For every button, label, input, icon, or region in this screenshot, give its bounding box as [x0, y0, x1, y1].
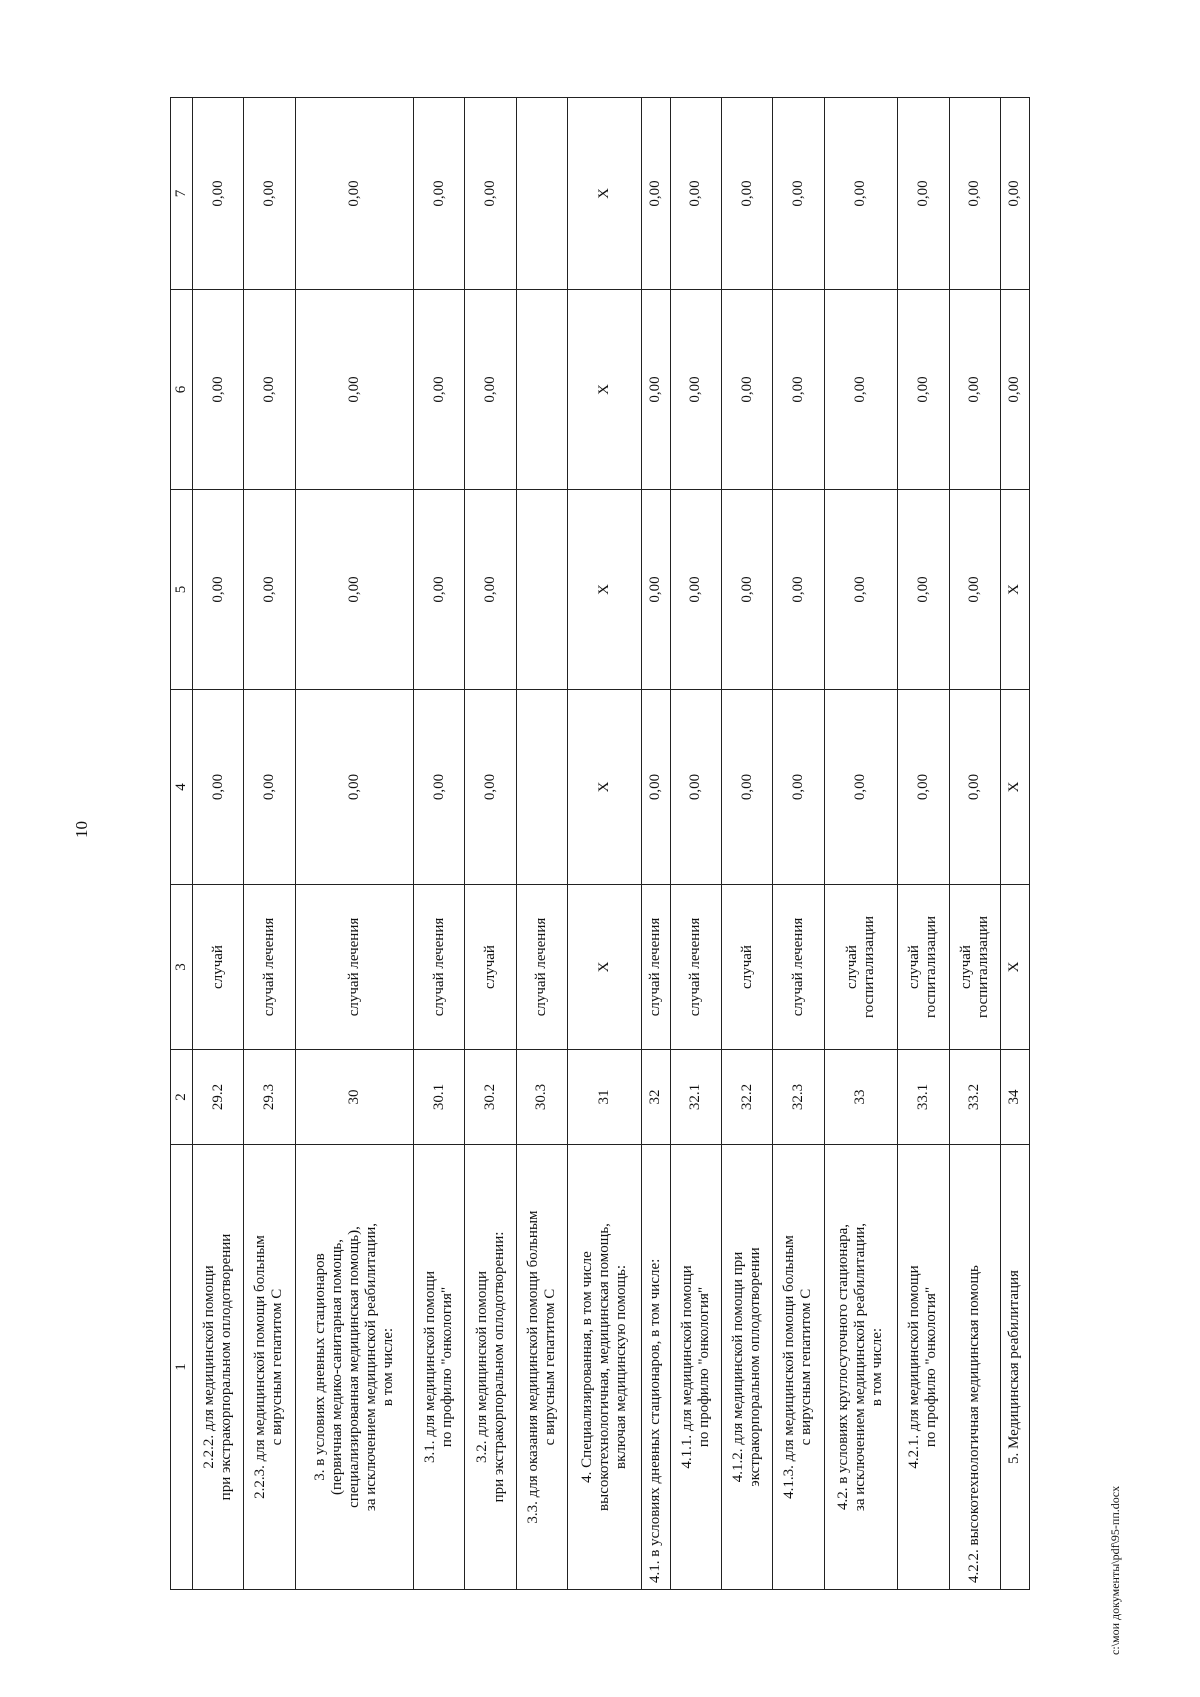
cell-col-3: случай — [721, 885, 772, 1050]
cell-col-6: 0,00 — [641, 290, 670, 490]
cell-col-1: 4.2. в условиях круглосуточного стационара, за исключением медицинской реабилитации, в том числе: — [824, 1145, 898, 1590]
cell-col-5: 0,00 — [949, 490, 1000, 690]
cell-col-5: X — [568, 490, 642, 690]
cell-col-6: 0,00 — [465, 290, 516, 490]
cell-col-1: 4.1.1. для медицинской помощи по профилю "онкология" — [670, 1145, 721, 1590]
cell-col-2: 30 — [295, 1050, 413, 1145]
cell-col-2: 32.2 — [721, 1050, 772, 1145]
cell-col-1: 2.2.2. для медицинской помощи при экстракорпоральном оплодотворении — [193, 1145, 244, 1590]
cell-col-1: 3. в условиях дневных стационаров (первичная медико-санитарная помощь, специализированная медицинская помощь), за исключением медицинской реабилитации, в том числе: — [295, 1145, 413, 1590]
cell-col-1: 3.2. для медицинской помощи при экстракорпоральном оплодотворении: — [465, 1145, 516, 1590]
cell-col-7: 0,00 — [1000, 98, 1029, 290]
cell-col-7: 0,00 — [670, 98, 721, 290]
cell-col-4: 0,00 — [465, 690, 516, 885]
cell-col-1: 5. Медицинская реабилитация — [1000, 1145, 1029, 1590]
cell-col-7: X — [568, 98, 642, 290]
cell-col-4: 0,00 — [193, 690, 244, 885]
cell-col-5: 0,00 — [641, 490, 670, 690]
cell-col-4: 0,00 — [670, 690, 721, 885]
cell-col-3: случай лечения — [244, 885, 295, 1050]
cell-col-7: 0,00 — [244, 98, 295, 290]
cell-col-3: случай госпитализации — [824, 885, 898, 1050]
cell-col-2: 33 — [824, 1050, 898, 1145]
table-row — [721, 98, 772, 1590]
cell-col-4: 0,00 — [773, 690, 824, 885]
cell-col-1: 3.1. для медицинской помощи по профилю "онкология" — [414, 1145, 465, 1590]
data-table — [170, 97, 1030, 1590]
cell-col-2: 29.3 — [244, 1050, 295, 1145]
cell-col-5: 0,00 — [295, 490, 413, 690]
cell-col-6: 0,00 — [1000, 290, 1029, 490]
cell-col-6: 0,00 — [949, 290, 1000, 490]
cell-col-4: 0,00 — [949, 690, 1000, 885]
cell-col-7: 0,00 — [295, 98, 413, 290]
col-header-3: 3 — [171, 885, 193, 1050]
header-row — [171, 98, 193, 1590]
table-row — [295, 98, 413, 1590]
cell-col-7: 0,00 — [465, 98, 516, 290]
cell-col-1: 4.2.2. высокотехнологичная медицинская помощь — [949, 1145, 1000, 1590]
cell-col-6: 0,00 — [295, 290, 413, 490]
cell-col-6: 0,00 — [773, 290, 824, 490]
cell-col-2: 32 — [641, 1050, 670, 1145]
cell-col-6 — [516, 290, 567, 490]
cell-col-3: случай лечения — [516, 885, 567, 1050]
cell-col-5: 0,00 — [414, 490, 465, 690]
cell-col-3: случай лечения — [773, 885, 824, 1050]
cell-col-6: 0,00 — [824, 290, 898, 490]
cell-col-3: случай госпитализации — [949, 885, 1000, 1050]
table-row — [568, 98, 642, 1590]
cell-col-3: случай — [193, 885, 244, 1050]
cell-col-7: 0,00 — [824, 98, 898, 290]
cell-col-3: случай лечения — [295, 885, 413, 1050]
cell-col-6: X — [568, 290, 642, 490]
table-row — [414, 98, 465, 1590]
col-header-6: 6 — [171, 290, 193, 490]
cell-col-4: 0,00 — [295, 690, 413, 885]
cell-col-1: 4.1.2. для медицинской помощи при экстракорпоральном оплодотворении — [721, 1145, 772, 1590]
cell-col-6: 0,00 — [244, 290, 295, 490]
cell-col-5: X — [1000, 490, 1029, 690]
cell-col-2: 33.1 — [898, 1050, 949, 1145]
cell-col-7: 0,00 — [773, 98, 824, 290]
cell-col-4: X — [568, 690, 642, 885]
page-number: 10 — [72, 821, 91, 838]
cell-col-1: 4. Специализированная, в том числе высокотехнологичная, медицинская помощь, включая медицинскую помощь: — [568, 1145, 642, 1590]
cell-col-3: случай лечения — [670, 885, 721, 1050]
cell-col-5: 0,00 — [824, 490, 898, 690]
cell-col-2: 32.3 — [773, 1050, 824, 1145]
cell-col-4: X — [1000, 690, 1029, 885]
cell-col-4: 0,00 — [414, 690, 465, 885]
cell-col-4 — [516, 690, 567, 885]
table-row — [244, 98, 295, 1590]
col-header-1: 1 — [171, 1145, 193, 1590]
table-row — [465, 98, 516, 1590]
cell-col-3: случай госпитализации — [898, 885, 949, 1050]
col-header-2: 2 — [171, 1050, 193, 1145]
cell-col-7: 0,00 — [641, 98, 670, 290]
cell-col-7: 0,00 — [193, 98, 244, 290]
cell-col-7 — [516, 98, 567, 290]
table-row — [898, 98, 949, 1590]
table-row — [773, 98, 824, 1590]
cell-col-2: 30.3 — [516, 1050, 567, 1145]
cell-col-7: 0,00 — [949, 98, 1000, 290]
cell-col-6: 0,00 — [670, 290, 721, 490]
cell-col-1: 4.2.1. для медицинской помощи по профилю "онкология" — [898, 1145, 949, 1590]
table-row — [516, 98, 567, 1590]
cell-col-7: 0,00 — [414, 98, 465, 290]
cell-col-6: 0,00 — [193, 290, 244, 490]
cell-col-2: 34 — [1000, 1050, 1029, 1145]
cell-col-5: 0,00 — [773, 490, 824, 690]
cell-col-5: 0,00 — [898, 490, 949, 690]
col-header-5: 5 — [171, 490, 193, 690]
cell-col-2: 33.2 — [949, 1050, 1000, 1145]
cell-col-2: 31 — [568, 1050, 642, 1145]
col-header-7: 7 — [171, 98, 193, 290]
cell-col-6: 0,00 — [721, 290, 772, 490]
cell-col-2: 30.2 — [465, 1050, 516, 1145]
cell-col-5: 0,00 — [670, 490, 721, 690]
cell-col-4: 0,00 — [641, 690, 670, 885]
col-header-4: 4 — [171, 690, 193, 885]
cell-col-4: 0,00 — [824, 690, 898, 885]
cell-col-1: 3.3. для оказания медицинской помощи больным с вирусным гепатитом С — [516, 1145, 567, 1590]
table-row — [824, 98, 898, 1590]
table-row — [670, 98, 721, 1590]
cell-col-3: X — [568, 885, 642, 1050]
cell-col-2: 32.1 — [670, 1050, 721, 1145]
cell-col-6: 0,00 — [414, 290, 465, 490]
cell-col-3: X — [1000, 885, 1029, 1050]
rotated-table-container — [170, 98, 1030, 1590]
cell-col-3: случай лечения — [414, 885, 465, 1050]
cell-col-5: 0,00 — [465, 490, 516, 690]
table-row — [1000, 98, 1029, 1590]
table-row — [641, 98, 670, 1590]
cell-col-1: 4.1.3. для медицинской помощи больным с вирусным гепатитом С — [773, 1145, 824, 1590]
cell-col-2: 30.1 — [414, 1050, 465, 1145]
cell-col-3: случай — [465, 885, 516, 1050]
cell-col-7: 0,00 — [898, 98, 949, 290]
table-body — [193, 98, 1030, 1590]
cell-col-1: 4.1. в условиях дневных стационаров, в том числе: — [641, 1145, 670, 1590]
cell-col-5: 0,00 — [193, 490, 244, 690]
cell-col-5: 0,00 — [721, 490, 772, 690]
cell-col-3: случай лечения — [641, 885, 670, 1050]
cell-col-5 — [516, 490, 567, 690]
footer-file-path: c:\мои документы\pdf\95-пп.docx — [1108, 1485, 1122, 1655]
cell-col-4: 0,00 — [244, 690, 295, 885]
cell-col-6: 0,00 — [898, 290, 949, 490]
cell-col-1: 2.2.3. для медицинской помощи больным с вирусным гепатитом С — [244, 1145, 295, 1590]
cell-col-4: 0,00 — [898, 690, 949, 885]
table-row — [193, 98, 244, 1590]
table-row — [949, 98, 1000, 1590]
cell-col-7: 0,00 — [721, 98, 772, 290]
cell-col-4: 0,00 — [721, 690, 772, 885]
cell-col-5: 0,00 — [244, 490, 295, 690]
cell-col-2: 29.2 — [193, 1050, 244, 1145]
